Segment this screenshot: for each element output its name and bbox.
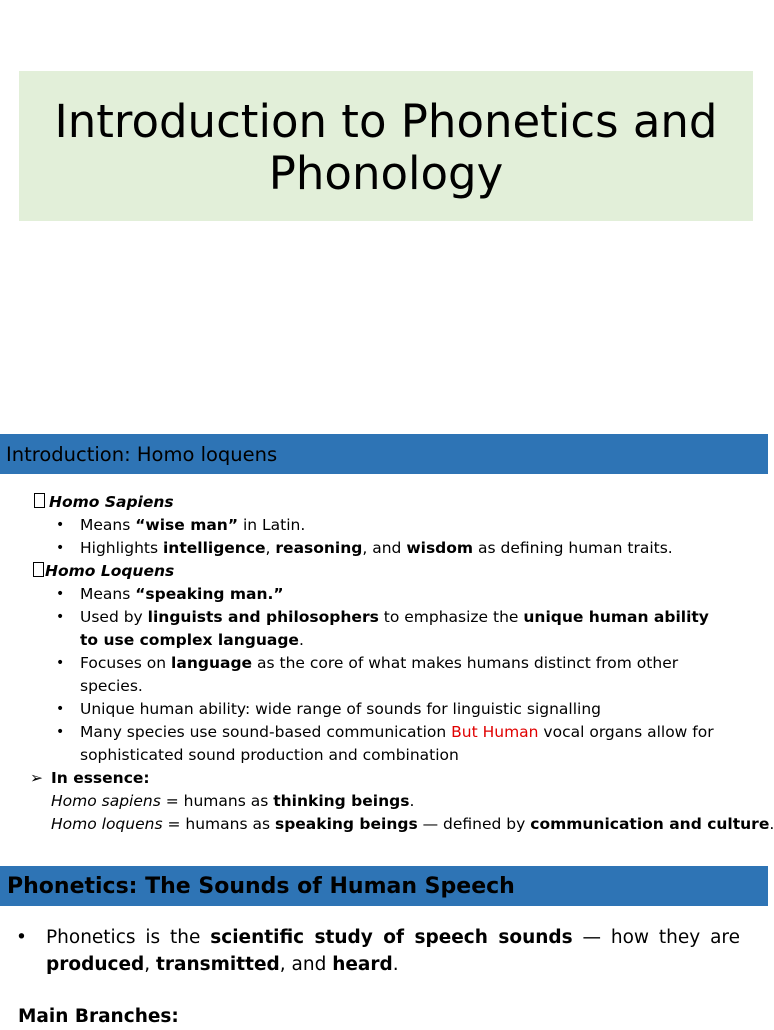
essence-line: Homo loquens = humans as speaking beings — defined by communication and culture. (51, 815, 774, 833)
section-homo-loquens-body (0, 491, 774, 836)
main-branches-heading: Main Branches: (18, 1006, 179, 1027)
bullet-icon: • (56, 701, 65, 717)
list-item: • Many species use sound-based communication But Human vocal organs allow for sophisticated sound production and combination (56, 723, 714, 764)
section-heading: Introduction: Homo loquens (6, 442, 278, 466)
title-box (19, 71, 753, 221)
list-item: • Means “speaking man.” (0, 583, 768, 606)
list-item: • Means “wise man” in Latin. (0, 514, 768, 537)
bullet-icon: • (56, 540, 65, 556)
bullet-icon: • (56, 724, 65, 740)
arrow-bullet-icon: ➢ (30, 769, 43, 787)
checkbox-glyph-icon (33, 562, 44, 577)
homo-sapiens-heading: Homo Sapiens (0, 491, 768, 514)
essence-line: Homo sapiens = humans as thinking beings. (51, 792, 415, 810)
bullet-icon: • (56, 517, 65, 533)
page-title: Introduction to Phonetics and Phonology (54, 95, 718, 200)
list-item: • Highlights intelligence, reasoning, and wisdom as defining human traits. (0, 537, 768, 560)
section-phonetics-body (0, 924, 768, 978)
list-item: • Phonetics is the scientific study of speech sounds — how they are produced, transmitted, and heard. (0, 924, 768, 978)
section-header-phonetics (0, 866, 768, 906)
bullet-icon: • (56, 609, 65, 625)
bullet-icon: • (56, 655, 65, 671)
bullet-icon: • (56, 586, 65, 602)
checkbox-glyph-icon (34, 493, 45, 508)
list-item: • Used by linguists and philosophers to emphasize the unique human ability to use complex language. (56, 608, 709, 649)
list-item: • Unique human ability: wide range of sounds for linguistic signalling (0, 698, 768, 721)
section-heading: Phonetics: The Sounds of Human Speech (7, 873, 515, 899)
bullet-icon: • (16, 927, 27, 948)
section-header-homo-loquens (0, 434, 768, 474)
list-item: • Focuses on language as the core of what makes humans distinct from other species. (56, 654, 679, 695)
homo-loquens-heading: Homo Loquens (0, 560, 768, 583)
essence-heading: ➢ In essence: (0, 767, 768, 790)
